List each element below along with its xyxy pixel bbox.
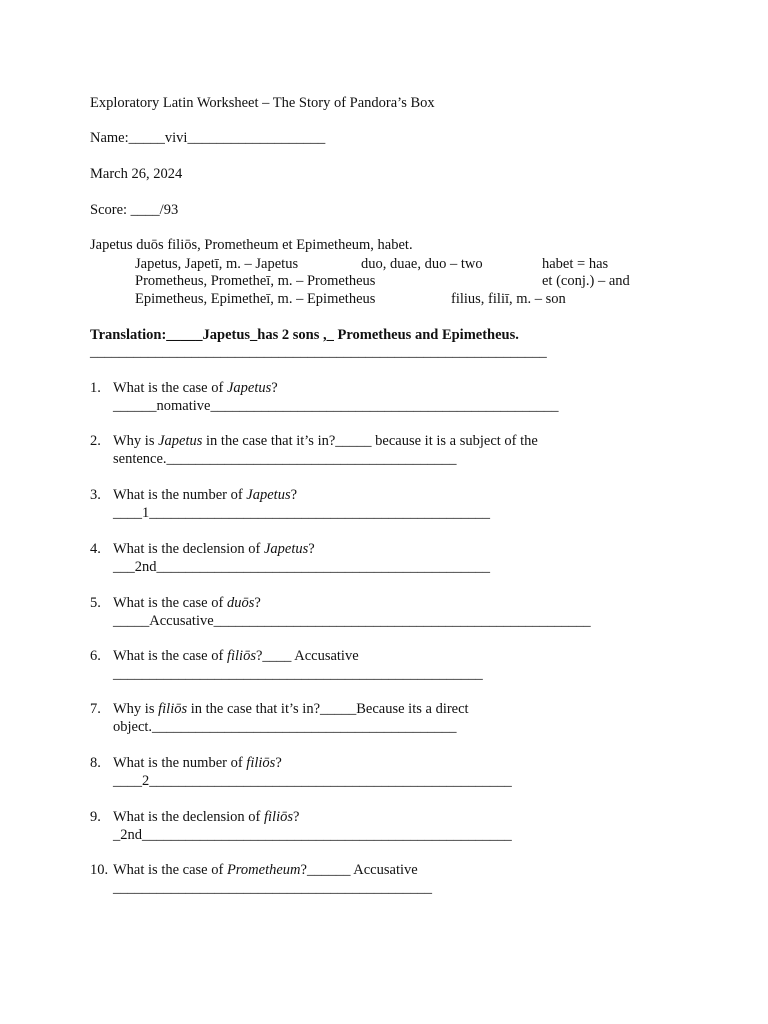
vocab-entry: Prometheus, Prometheī, m. – Prometheus [135,273,376,289]
vocab-entry: et (conj.) – and [542,273,630,289]
translation-underline: _______________________________________________________________ [90,344,547,360]
question-suffix: in the case that it’s in?_____ because it is a subject of the [202,433,538,449]
worksheet-title: Exploratory Latin Worksheet – The Story of Pandora’s Box [90,95,435,111]
question-number: 4. [90,541,101,557]
score-line: Score: ____/93 [90,202,179,218]
answer-line[interactable]: ___2nd______________________________________________ [113,559,490,575]
question-number: 1. [90,380,101,396]
question-number: 5. [90,595,101,611]
question-number: 7. [90,701,101,717]
latin-term: Japetus [226,380,272,396]
latin-term: Japetus [158,433,203,449]
answer-line[interactable]: ____2__________________________________________________ [113,773,512,789]
question-prefix: What is the case of [113,595,227,611]
question-suffix: ? [290,487,298,503]
question-text [113,861,418,879]
date: March 26, 2024 [90,166,183,182]
vocab-entry: duo, duae, duo – two [361,256,483,272]
question-text [113,647,359,665]
question-number: 6. [90,648,101,664]
vocab-entry: habet = has [542,256,609,272]
question-suffix: ? [293,809,300,825]
answer-line[interactable]: sentence.________________________________________ [113,451,457,467]
vocab-entry: filius, filiī, m. – son [451,291,566,307]
question-suffix: ? [308,541,315,557]
question-text [113,594,261,612]
answer-line[interactable]: ____1_______________________________________________ [113,505,490,521]
vocab-entry: Epimetheus, Epimetheī, m. – Epimetheus [135,291,376,307]
latin-term: filiōs [264,809,294,825]
latin-term: Japetus [264,541,309,557]
answer-line[interactable]: _____Accusative____________________________________________________ [113,613,591,629]
question-suffix: ?______ Accusative [300,862,418,878]
latin-term: duōs [226,595,255,611]
question-text [113,432,538,450]
question-number: 8. [90,755,101,771]
question-number: 9. [90,809,101,825]
question-text [113,754,282,772]
question-suffix: in the case that it’s in?_____Because its a direct [187,701,469,717]
answer-line[interactable]: ___________________________________________________ [113,666,483,682]
question-prefix: What is the declension of [113,809,264,825]
question-suffix: ? [254,595,261,611]
question-number: 10. [90,862,109,878]
question-prefix: What is the number of [113,755,247,771]
latin-term: filiōs [158,701,188,717]
question-prefix: What is the case of [113,380,227,396]
question-prefix: Why is [113,433,159,449]
latin-term: filiōs [226,648,256,664]
latin-term: filiōs [246,755,276,771]
question-prefix: What is the declension of [113,541,264,557]
latin-term: Japetus [246,487,291,503]
question-text [113,540,315,558]
name-line: Name:_____vivi___________________ [90,130,326,146]
question-number: 2. [90,433,101,449]
question-number: 3. [90,487,101,503]
question-prefix: Why is [113,701,159,717]
answer-line[interactable]: object.__________________________________________ [113,719,457,735]
latin-sentence: Japetus duōs filiōs, Prometheum et Epimetheum, habet. [90,237,413,253]
translation-answer[interactable]: Translation:_____Japetus_has 2 sons ,_ Prometheus and Epimetheus. [90,327,519,343]
latin-term: Prometheum [226,862,301,878]
question-text [113,379,278,397]
question-suffix: ?____ Accusative [255,648,359,664]
question-prefix: What is the case of [113,648,227,664]
answer-line[interactable]: ______nomative________________________________________________ [113,398,559,414]
question-prefix: What is the case of [113,862,227,878]
question-text [113,486,297,504]
question-text [113,808,299,826]
question-text [113,700,469,718]
answer-line[interactable]: _2nd___________________________________________________ [113,827,512,843]
question-prefix: What is the number of [113,487,247,503]
answer-line[interactable]: ____________________________________________ [113,880,432,896]
question-suffix: ? [275,755,282,771]
question-suffix: ? [271,380,278,396]
vocab-entry: Japetus, Japetī, m. – Japetus [135,256,299,272]
